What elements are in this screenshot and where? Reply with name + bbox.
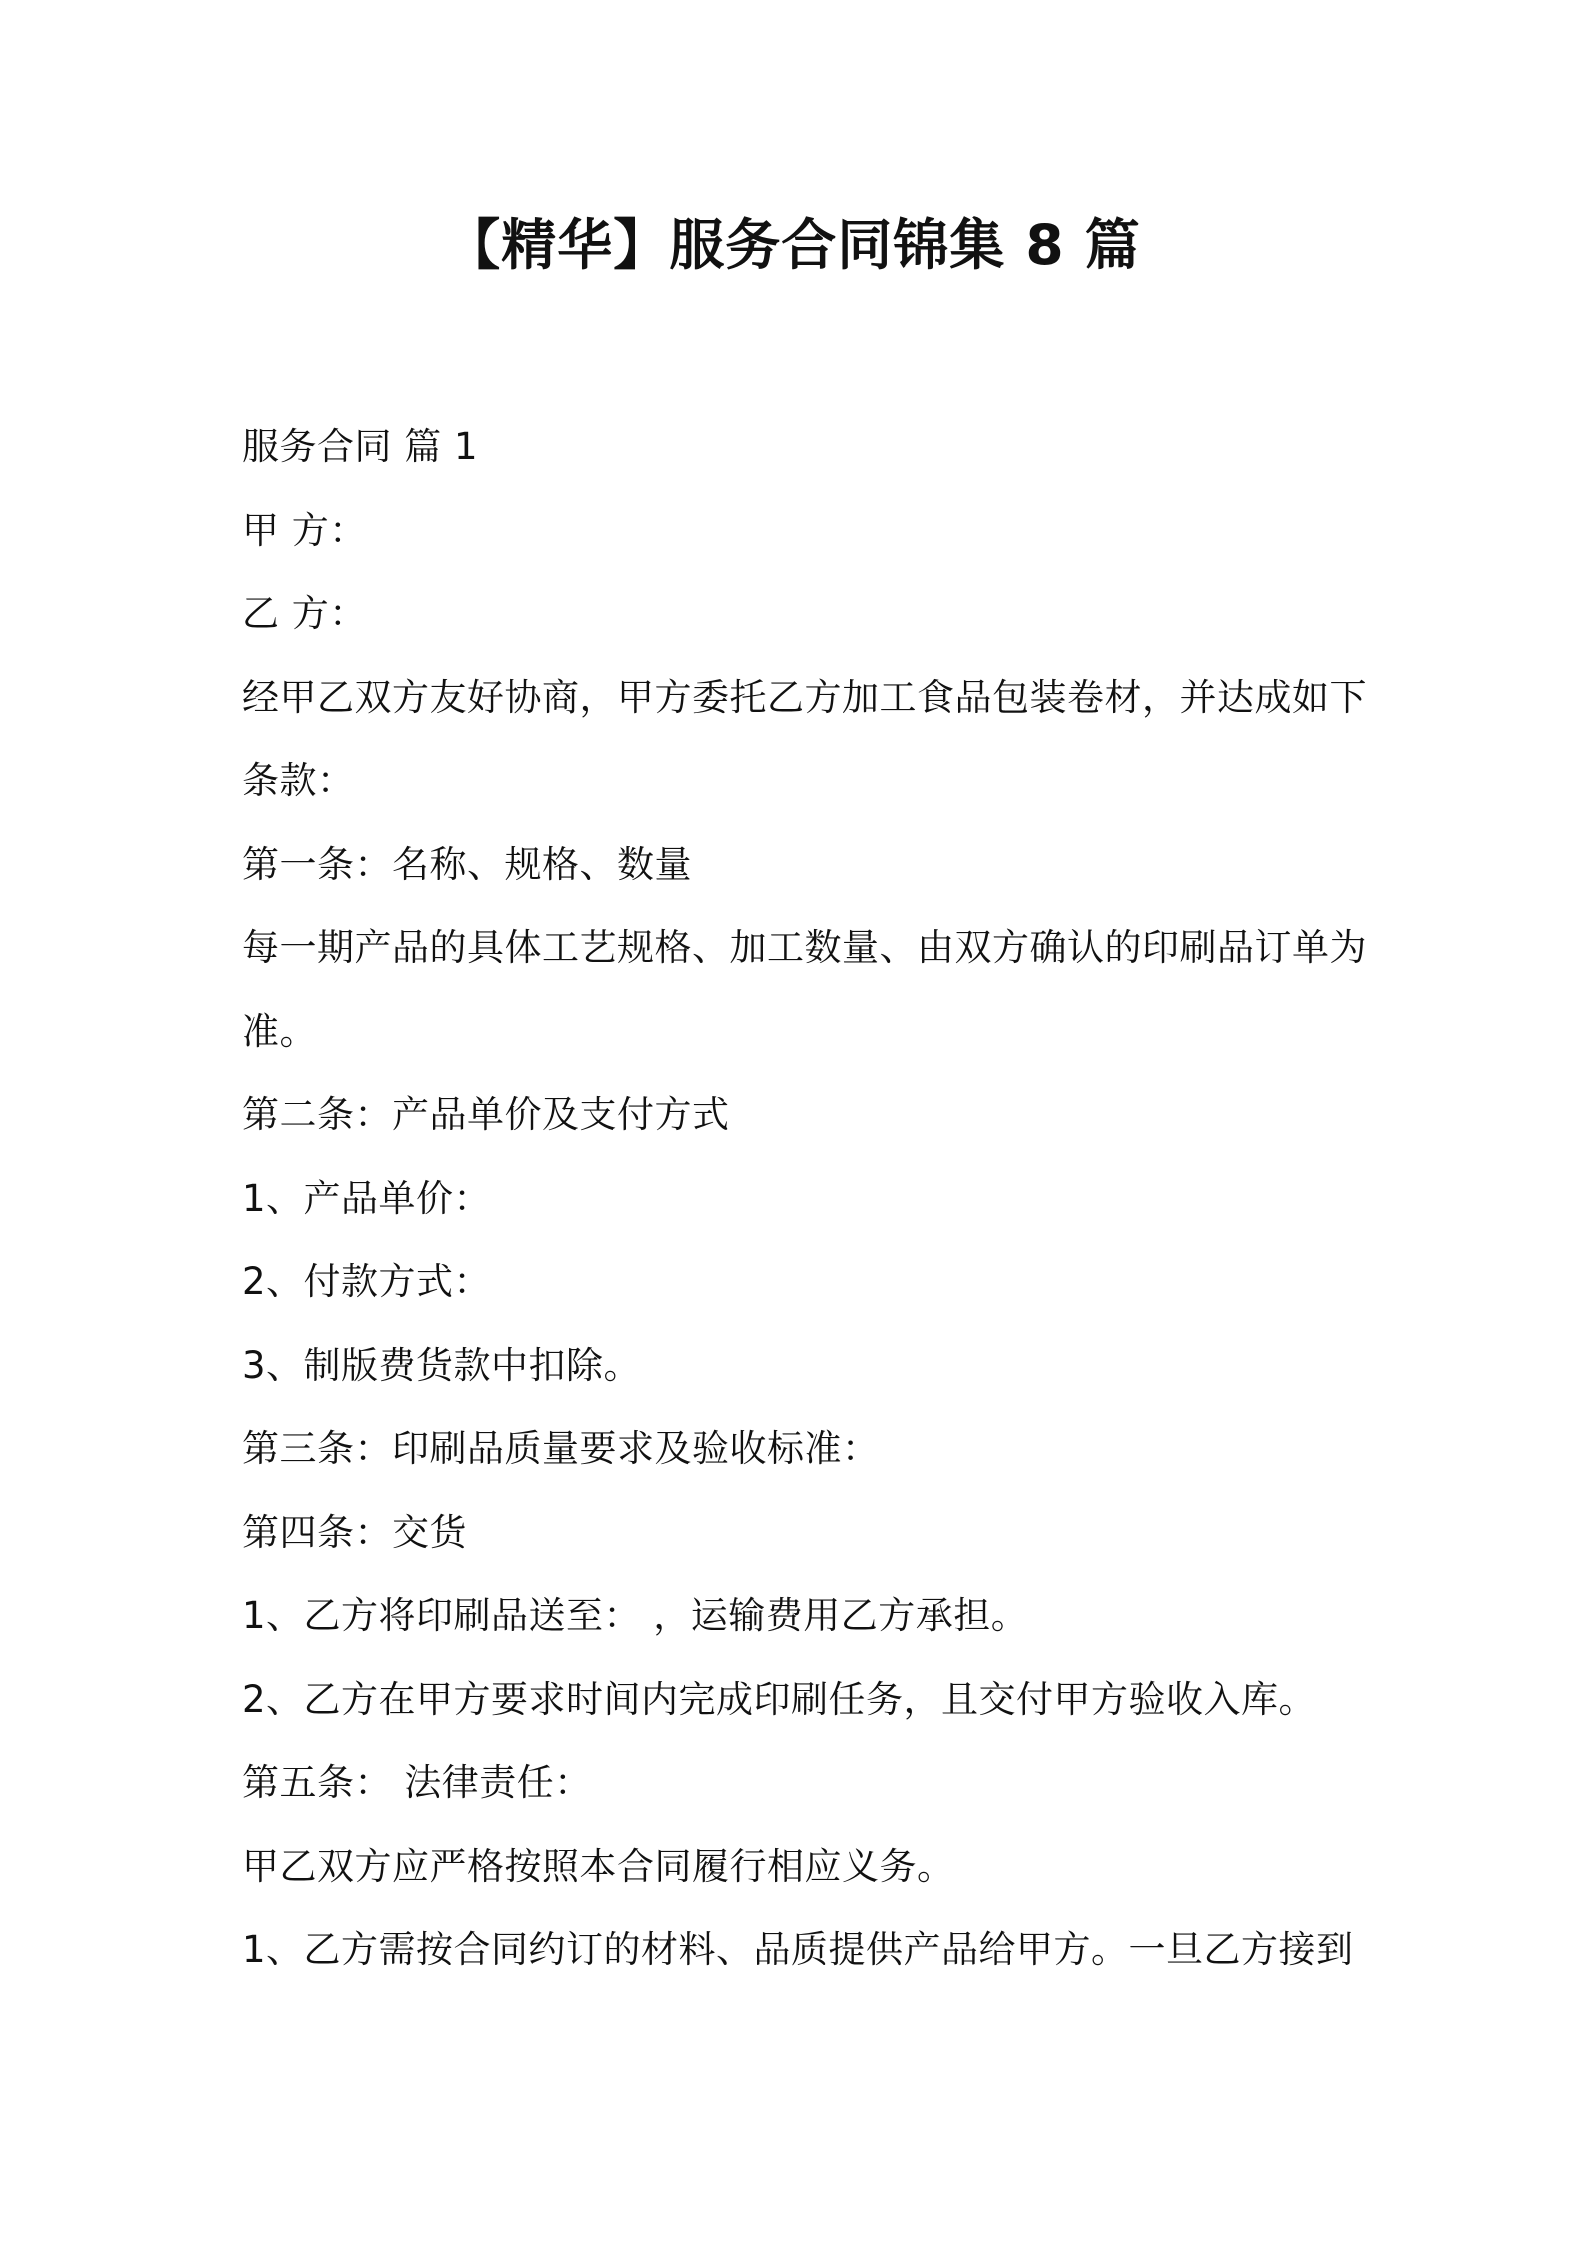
list-item: 2、付款方式： (242, 1260, 492, 1303)
clause-heading: 第五条： 法律责任： (242, 1761, 592, 1804)
document-title: 【精华】服务合同锦集 8 篇 (445, 213, 1141, 277)
list-item: 1、产品单价： (242, 1176, 492, 1220)
list-item: 1、乙方将印刷品送至： ，运输费用乙方承担。 (242, 1594, 1029, 1637)
paragraph-line: 每一期产品的具体工艺规格、加工数量、由双方确认的印刷品订单为 (242, 926, 1367, 969)
clause-heading: 第一条：名称、规格、数量 (242, 842, 692, 886)
paragraph-line: 经甲乙双方友好协商，甲方委托乙方加工食品包装卷材，并达成如下 (242, 675, 1367, 719)
paragraph-line: 甲乙双方应严格按照本合同履行相应义务。 (242, 1844, 955, 1888)
document-body (242, 405, 1367, 1992)
paragraph-line: 准。 (242, 1009, 317, 1053)
list-item: 2、乙方在甲方要求时间内完成印刷任务，且交付甲方验收入库。 (242, 1677, 1317, 1721)
section-heading: 服务合同 篇 1 (242, 425, 479, 468)
party-a-line: 甲 方： (242, 508, 367, 552)
list-item: 3、制版费货款中扣除。 (242, 1343, 642, 1387)
paragraph-line: 条款： (242, 759, 355, 802)
clause-heading: 第三条：印刷品质量要求及验收标准： (242, 1427, 880, 1470)
party-b-line: 乙 方： (242, 592, 367, 635)
clause-heading: 第四条：交货 (242, 1510, 467, 1554)
list-item: 1、乙方需按合同约订的材料、品质提供产品给甲方。一旦乙方接到 (242, 1928, 1354, 1971)
clause-heading: 第二条：产品单价及支付方式 (242, 1093, 730, 1136)
